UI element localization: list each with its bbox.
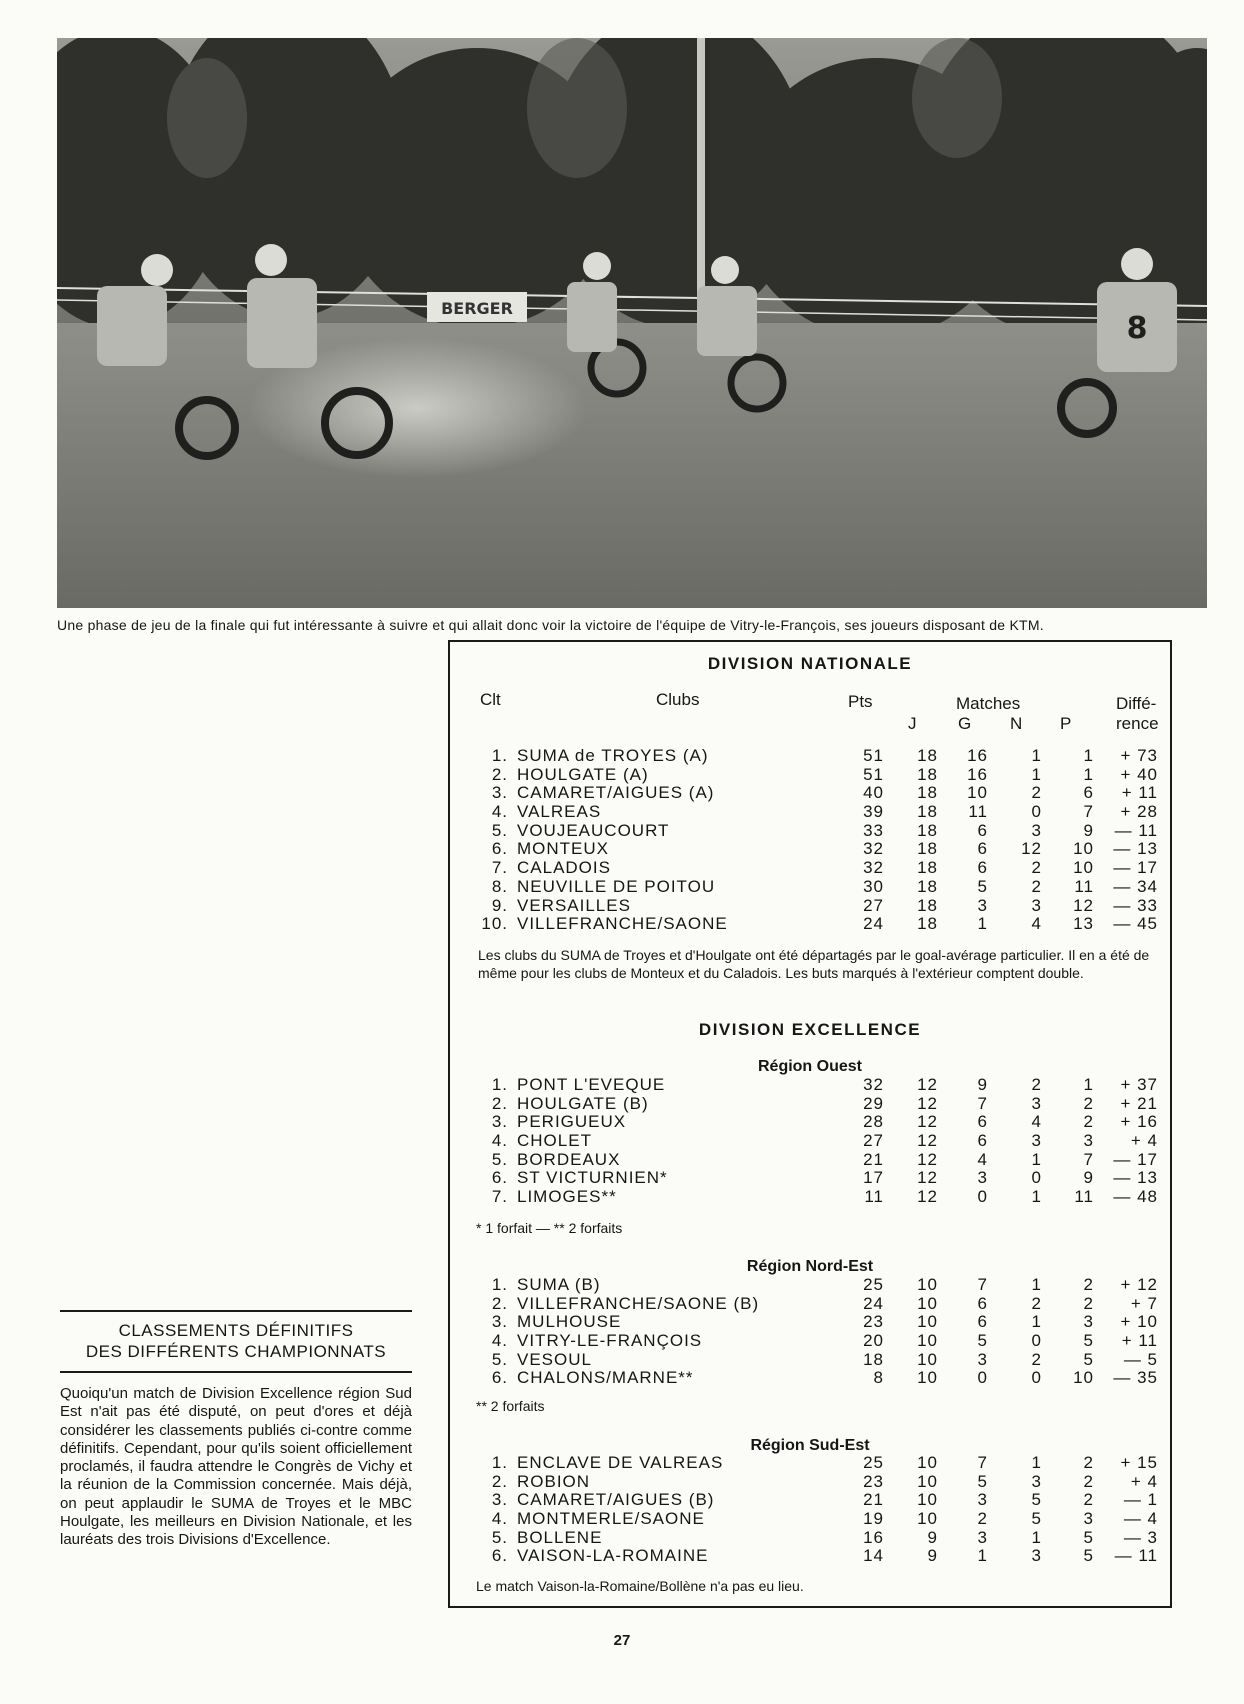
page-number: 27 — [613, 1632, 631, 1649]
cell-diff: — 3 — [1123, 1527, 1158, 1547]
ouest-table — [450, 1076, 1170, 1207]
cell-pts: 24 — [863, 1293, 884, 1313]
cell-club: VERSAILLES — [517, 895, 631, 915]
table-row — [450, 747, 1170, 766]
cell-g: 6 — [977, 820, 988, 840]
article-title-line1: CLASSEMENTS DÉFINITIFS — [118, 1321, 354, 1340]
cell-pts: 32 — [863, 1075, 884, 1094]
cell-n: 1 — [1031, 1275, 1042, 1294]
cell-rank: 6. — [491, 1546, 508, 1566]
cell-g: 5 — [977, 1331, 988, 1351]
cell-n: 2 — [1031, 1349, 1042, 1369]
cell-j: 12 — [917, 1112, 938, 1132]
cell-club: MONTMERLE/SAONE — [517, 1509, 705, 1529]
cell-club: MULHOUSE — [517, 1312, 622, 1332]
cell-p: 10 — [1073, 1368, 1094, 1388]
cell-club: CAMARET/AIGUES (A) — [517, 783, 715, 803]
cell-diff: + 12 — [1120, 1275, 1158, 1294]
cell-pts: 19 — [863, 1509, 884, 1529]
article-divider — [60, 1371, 412, 1373]
standings-box — [448, 640, 1172, 1608]
cell-n: 2 — [1031, 1293, 1042, 1313]
cell-j: 10 — [917, 1509, 938, 1529]
cell-p: 10 — [1073, 858, 1094, 878]
cell-p: 3 — [1083, 1131, 1094, 1151]
cell-p: 11 — [1074, 1187, 1094, 1207]
cell-p: 2 — [1083, 1112, 1094, 1132]
cell-n: 2 — [1031, 876, 1042, 896]
cell-pts: 23 — [863, 1471, 884, 1491]
cell-club: SUMA (B) — [517, 1275, 601, 1294]
cell-g: 6 — [977, 1293, 988, 1313]
cell-pts: 32 — [863, 858, 884, 878]
cell-diff: + 16 — [1120, 1112, 1158, 1132]
cell-p: 2 — [1083, 1275, 1094, 1294]
article-title-line2: DES DIFFÉRENTS CHAMPIONNATS — [85, 1342, 387, 1361]
table-row — [450, 1369, 1170, 1388]
cell-n: 3 — [1031, 1093, 1042, 1113]
cell-pts: 25 — [863, 1275, 884, 1294]
cell-pts: 17 — [863, 1168, 884, 1188]
cell-p: 6 — [1083, 783, 1094, 803]
cell-g: 4 — [977, 1149, 988, 1169]
cell-g: 10 — [967, 783, 988, 803]
cell-g: 1 — [977, 914, 988, 934]
cell-n: 0 — [1031, 1331, 1042, 1351]
cell-diff: + 4 — [1130, 1471, 1158, 1491]
table-row — [450, 1454, 1170, 1473]
cell-j: 18 — [917, 820, 938, 840]
cell-j: 10 — [917, 1490, 938, 1510]
cell-pts: 30 — [863, 876, 884, 896]
cell-p: 7 — [1083, 802, 1094, 822]
cell-pts: 51 — [863, 746, 884, 765]
cell-rank: 8. — [491, 876, 508, 896]
cell-rank: 6. — [491, 1368, 508, 1388]
cell-n: 3 — [1031, 1131, 1042, 1151]
cell-g: 1 — [977, 1546, 988, 1566]
cell-club: VALREAS — [517, 802, 602, 822]
cell-diff: + 7 — [1130, 1293, 1158, 1313]
cell-p: 2 — [1083, 1471, 1094, 1491]
cell-j: 10 — [917, 1331, 938, 1351]
cell-club: PERIGUEUX — [517, 1112, 627, 1132]
cell-n: 0 — [1031, 802, 1042, 822]
cell-pts: 51 — [863, 764, 884, 784]
cell-g: 9 — [977, 1075, 988, 1094]
cell-j: 12 — [917, 1149, 938, 1169]
cell-j: 10 — [917, 1275, 938, 1294]
cell-pts: 24 — [863, 914, 884, 934]
cell-diff: — 1 — [1123, 1490, 1158, 1510]
cell-p: 5 — [1083, 1546, 1094, 1566]
cell-j: 9 — [927, 1527, 938, 1547]
cell-n: 2 — [1031, 858, 1042, 878]
cell-pts: 32 — [863, 839, 884, 859]
cell-pts: 33 — [863, 820, 884, 840]
table-row — [450, 1151, 1170, 1170]
nordest-note: ** 2 forfaits — [476, 1398, 545, 1414]
cell-j: 18 — [917, 839, 938, 859]
table-row — [450, 1169, 1170, 1188]
table-row — [450, 1188, 1170, 1207]
cell-n: 5 — [1031, 1509, 1042, 1529]
cell-rank: 4. — [491, 1509, 508, 1529]
cell-rank: 2. — [491, 764, 508, 784]
cell-club: HOULGATE (B) — [517, 1093, 649, 1113]
cell-diff: + 21 — [1120, 1093, 1158, 1113]
cell-rank: 6. — [491, 839, 508, 859]
cell-club: CALADOIS — [517, 858, 611, 878]
motoball-photo — [57, 38, 1207, 608]
cell-n: 5 — [1031, 1490, 1042, 1510]
table-row — [450, 915, 1170, 934]
cell-diff: + 4 — [1130, 1131, 1158, 1151]
table-row — [450, 1547, 1170, 1566]
table-row — [450, 1095, 1170, 1114]
cell-club: NEUVILLE DE POITOU — [517, 876, 716, 896]
cell-pts: 21 — [863, 1149, 884, 1169]
photo-illustration — [57, 38, 1207, 608]
cell-pts: 14 — [863, 1546, 884, 1566]
cell-rank: 9. — [491, 895, 508, 915]
cell-diff: — 17 — [1113, 1149, 1158, 1169]
cell-rank: 3. — [491, 1112, 508, 1132]
cell-diff: + 73 — [1120, 746, 1158, 765]
cell-pts: 18 — [863, 1349, 884, 1369]
cell-rank: 7. — [491, 858, 508, 878]
cell-pts: 8 — [873, 1368, 884, 1388]
table-row — [450, 1529, 1170, 1548]
cell-club: VOUJEAUCOURT — [517, 820, 670, 840]
cell-club: BOLLENE — [517, 1527, 603, 1547]
cell-j: 10 — [917, 1453, 938, 1472]
table-row — [450, 784, 1170, 803]
cell-pts: 29 — [863, 1093, 884, 1113]
cell-club: VITRY-LE-FRANÇOIS — [517, 1331, 703, 1351]
cell-n: 3 — [1031, 1546, 1042, 1566]
cell-rank: 3. — [491, 1312, 508, 1332]
cell-j: 18 — [917, 876, 938, 896]
cell-p: 5 — [1083, 1331, 1094, 1351]
cell-club: ENCLAVE DE VALREAS — [517, 1453, 724, 1472]
cell-g: 5 — [977, 1471, 988, 1491]
classements-article — [60, 1310, 412, 1550]
article-body: Quoiqu'un match de Division Excellence région Sud Est n'ait pas été disputé, on peut d'ores et déjà considérer les classements publiés ci-contre comme définitifs. Cependant, pour qu'ils soient officiellement proclamés, il faudra attendre le Congrès de Vichy et la réunion de la Commission concernée. Mais déjà, on peut applaudir le SUMA de Troyes et le MBC Houlgate, les meilleurs en Division Nationale, et les lauréats des trois Divisions d'Excellence. — [60, 1385, 412, 1549]
cell-p: 13 — [1073, 914, 1094, 934]
cell-n: 1 — [1031, 1527, 1042, 1547]
cell-g: 3 — [977, 1527, 988, 1547]
cell-rank: 1. — [491, 1453, 508, 1472]
header-diff-line1: Diffé- — [1116, 694, 1157, 713]
ouest-note: * 1 forfait — ** 2 forfaits — [476, 1220, 623, 1236]
cell-rank: 10. — [481, 914, 508, 934]
cell-club: CHALONS/MARNE** — [517, 1368, 694, 1388]
cell-diff: — 4 — [1123, 1509, 1158, 1529]
cell-g: 2 — [977, 1509, 988, 1529]
cell-p: 1 — [1083, 746, 1094, 765]
cell-club: VAISON-LA-ROMAINE — [517, 1546, 709, 1566]
table-row — [450, 1276, 1170, 1295]
table-row — [450, 1295, 1170, 1314]
table-row — [450, 1491, 1170, 1510]
cell-club: ST VICTURNIEN* — [517, 1168, 668, 1188]
cell-n: 0 — [1031, 1368, 1042, 1388]
cell-rank: 5. — [491, 1149, 508, 1169]
cell-diff: — 5 — [1123, 1349, 1158, 1369]
cell-club: PONT L'EVEQUE — [517, 1075, 666, 1094]
cell-rank: 4. — [491, 1331, 508, 1351]
cell-diff: + 15 — [1120, 1453, 1158, 1472]
cell-p: 2 — [1083, 1490, 1094, 1510]
cell-rank: 2. — [491, 1471, 508, 1491]
cell-p: 3 — [1083, 1312, 1094, 1332]
nationale-note: Les clubs du SUMA de Troyes et d'Houlgate ont été départagés par le goal-avérage particulier. Il en a été de même pour les clubs de Monteux et du Caladois. Les buts marqués à l'extérieur comptent double. — [478, 947, 1150, 981]
cell-p: 10 — [1073, 839, 1094, 859]
cell-p: 11 — [1074, 876, 1094, 896]
banner-text: BERGER — [441, 299, 513, 318]
cell-j: 10 — [917, 1293, 938, 1313]
cell-j: 18 — [917, 746, 938, 765]
cell-club: BORDEAUX — [517, 1149, 621, 1169]
cell-g: 3 — [977, 1490, 988, 1510]
cell-n: 4 — [1031, 1112, 1042, 1132]
cell-pts: 28 — [863, 1112, 884, 1132]
cell-g: 6 — [977, 839, 988, 859]
table-row — [450, 897, 1170, 916]
cell-pts: 20 — [863, 1331, 884, 1351]
cell-n: 12 — [1021, 839, 1042, 859]
photo-caption: Une phase de jeu de la finale qui fut intéressante à suivre et qui allait donc voir la victoire de l'équipe de Vitry-le-François, ses joueurs disposant de KTM. — [57, 617, 1044, 633]
rider-number: 8 — [1126, 311, 1148, 346]
table-row — [450, 840, 1170, 859]
cell-club: VILLEFRANCHE/SAONE — [517, 914, 728, 934]
cell-club: VESOUL — [517, 1349, 592, 1369]
cell-pts: 23 — [863, 1312, 884, 1332]
cell-j: 12 — [917, 1187, 938, 1207]
cell-p: 9 — [1083, 1168, 1094, 1188]
header-j: J — [908, 714, 917, 733]
table-row — [450, 1473, 1170, 1492]
cell-g: 6 — [977, 1312, 988, 1332]
cell-diff: + 37 — [1120, 1075, 1158, 1094]
cell-j: 18 — [917, 914, 938, 934]
cell-diff: + 11 — [1121, 783, 1158, 803]
cell-diff: — 48 — [1113, 1187, 1158, 1207]
cell-g: 3 — [977, 1349, 988, 1369]
header-diff-line2: rence — [1116, 714, 1159, 733]
cell-rank: 4. — [491, 802, 508, 822]
cell-p: 1 — [1083, 764, 1094, 784]
cell-rank: 3. — [491, 1490, 508, 1510]
table-row — [450, 1332, 1170, 1351]
cell-club: ROBION — [517, 1471, 591, 1491]
cell-p: 1 — [1083, 1075, 1094, 1094]
header-pts: Pts — [848, 692, 873, 711]
cell-rank: 4. — [491, 1131, 508, 1151]
cell-n: 1 — [1031, 764, 1042, 784]
cell-j: 10 — [917, 1471, 938, 1491]
cell-diff: — 35 — [1113, 1368, 1158, 1388]
cell-g: 3 — [977, 1168, 988, 1188]
cell-j: 18 — [917, 802, 938, 822]
cell-n: 2 — [1031, 1075, 1042, 1094]
header-n: N — [1010, 714, 1023, 733]
table-row — [450, 1132, 1170, 1151]
cell-g: 6 — [977, 1131, 988, 1151]
cell-p: 5 — [1083, 1527, 1094, 1547]
cell-n: 1 — [1031, 746, 1042, 765]
region-sudest-title: Région Sud-Est — [750, 1437, 870, 1454]
cell-rank: 5. — [491, 1527, 508, 1547]
cell-club: CAMARET/AIGUES (B) — [517, 1490, 715, 1510]
cell-diff: — 33 — [1113, 895, 1158, 915]
cell-g: 5 — [977, 876, 988, 896]
cell-g: 16 — [967, 764, 988, 784]
cell-j: 12 — [917, 1131, 938, 1151]
cell-diff: + 40 — [1120, 764, 1158, 784]
cell-rank: 1. — [491, 1075, 508, 1094]
cell-pts: 16 — [863, 1527, 884, 1547]
cell-club: LIMOGES** — [517, 1187, 617, 1207]
table-row — [450, 1510, 1170, 1529]
cell-p: 2 — [1083, 1453, 1094, 1472]
cell-n: 4 — [1031, 914, 1042, 934]
header-clubs: Clubs — [656, 690, 700, 709]
cell-diff: — 13 — [1113, 1168, 1158, 1188]
cell-j: 12 — [917, 1075, 938, 1094]
excellence-title: DIVISION EXCELLENCE — [698, 1020, 922, 1039]
table-row — [450, 766, 1170, 785]
cell-diff: — 17 — [1113, 858, 1158, 878]
cell-diff: + 10 — [1120, 1312, 1158, 1332]
cell-diff: — 45 — [1113, 914, 1158, 934]
cell-j: 18 — [917, 895, 938, 915]
cell-rank: 5. — [491, 1349, 508, 1369]
cell-g: 11 — [968, 802, 988, 822]
cell-rank: 3. — [491, 783, 508, 803]
header-p: P — [1060, 714, 1072, 733]
cell-n: 3 — [1031, 895, 1042, 915]
cell-pts: 11 — [864, 1187, 884, 1207]
cell-pts: 27 — [863, 895, 884, 915]
cell-n: 3 — [1031, 820, 1042, 840]
cell-pts: 40 — [863, 783, 884, 803]
cell-p: 5 — [1083, 1349, 1094, 1369]
cell-club: SUMA de TROYES (A) — [517, 746, 709, 765]
cell-p: 7 — [1083, 1149, 1094, 1169]
region-ouest-title: Région Ouest — [757, 1058, 862, 1075]
cell-j: 10 — [917, 1368, 938, 1388]
cell-j: 9 — [927, 1546, 938, 1566]
cell-pts: 27 — [863, 1131, 884, 1151]
cell-n: 1 — [1031, 1453, 1042, 1472]
cell-g: 3 — [977, 895, 988, 915]
cell-diff: — 13 — [1113, 839, 1158, 859]
cell-rank: 2. — [491, 1293, 508, 1313]
cell-n: 1 — [1031, 1312, 1042, 1332]
table-row — [450, 1113, 1170, 1132]
cell-rank: 6. — [491, 1168, 508, 1188]
cell-rank: 5. — [491, 820, 508, 840]
cell-n: 3 — [1031, 1471, 1042, 1491]
table-row — [450, 859, 1170, 878]
cell-p: 9 — [1083, 820, 1094, 840]
sudest-table — [450, 1454, 1170, 1566]
cell-g: 6 — [977, 858, 988, 878]
cell-diff: + 11 — [1121, 1331, 1158, 1351]
cell-club: HOULGATE (A) — [517, 764, 649, 784]
cell-j: 12 — [917, 1093, 938, 1113]
cell-j: 10 — [917, 1312, 938, 1332]
cell-g: 0 — [977, 1187, 988, 1207]
region-nordest-title: Région Nord-Est — [746, 1258, 874, 1275]
cell-p: 3 — [1083, 1509, 1094, 1529]
cell-diff: — 11 — [1114, 1546, 1158, 1566]
table-row — [450, 822, 1170, 841]
cell-n: 0 — [1031, 1168, 1042, 1188]
cell-pts: 39 — [863, 802, 884, 822]
cell-j: 18 — [917, 858, 938, 878]
cell-g: 7 — [977, 1453, 988, 1472]
cell-rank: 1. — [491, 746, 508, 765]
nationale-table — [450, 747, 1170, 934]
cell-club: VILLEFRANCHE/SAONE (B) — [517, 1293, 760, 1313]
cell-n: 1 — [1031, 1187, 1042, 1207]
cell-club: MONTEUX — [517, 839, 609, 859]
table-row — [450, 1351, 1170, 1370]
header-g: G — [958, 714, 972, 733]
cell-p: 12 — [1073, 895, 1094, 915]
cell-diff: + 28 — [1120, 802, 1158, 822]
cell-j: 12 — [917, 1168, 938, 1188]
table-row — [450, 878, 1170, 897]
cell-j: 10 — [917, 1349, 938, 1369]
cell-n: 2 — [1031, 783, 1042, 803]
cell-g: 0 — [977, 1368, 988, 1388]
header-clt: Clt — [480, 690, 501, 709]
nationale-title: DIVISION NATIONALE — [707, 654, 913, 673]
cell-g: 16 — [967, 746, 988, 765]
cell-g: 6 — [977, 1112, 988, 1132]
cell-p: 2 — [1083, 1293, 1094, 1313]
cell-pts: 25 — [863, 1453, 884, 1472]
cell-j: 18 — [917, 783, 938, 803]
table-row — [450, 1313, 1170, 1332]
cell-rank: 2. — [491, 1093, 508, 1113]
sudest-note: Le match Vaison-la-Romaine/Bollène n'a pas eu lieu. — [476, 1578, 804, 1594]
cell-club: CHOLET — [517, 1131, 592, 1151]
cell-j: 18 — [917, 764, 938, 784]
cell-diff: — 34 — [1113, 876, 1158, 896]
cell-rank: 7. — [491, 1187, 508, 1207]
nordest-table — [450, 1276, 1170, 1388]
table-row — [450, 1076, 1170, 1095]
cell-g: 7 — [977, 1093, 988, 1113]
cell-diff: — 11 — [1114, 820, 1158, 840]
cell-g: 7 — [977, 1275, 988, 1294]
cell-rank: 1. — [491, 1275, 508, 1294]
cell-p: 2 — [1083, 1093, 1094, 1113]
cell-pts: 21 — [863, 1490, 884, 1510]
table-row — [450, 803, 1170, 822]
header-matches: Matches — [956, 694, 1021, 713]
cell-n: 1 — [1031, 1149, 1042, 1169]
